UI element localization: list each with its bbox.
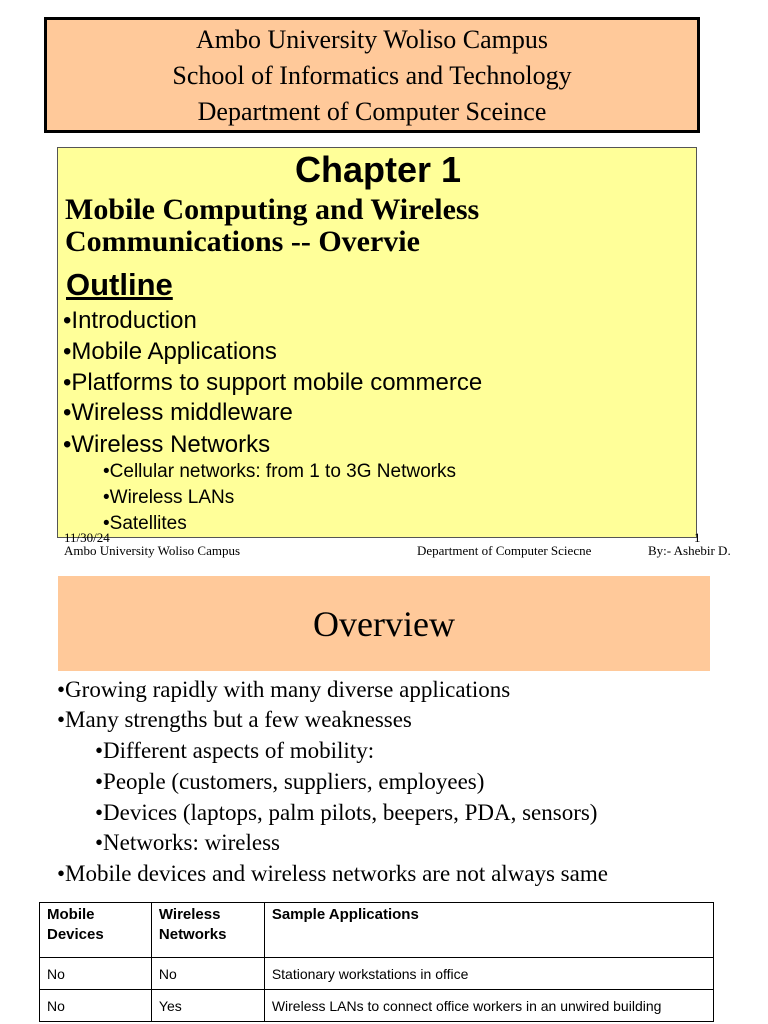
- table-cell: No: [151, 958, 264, 990]
- applications-table: [39, 902, 714, 1022]
- table-cell: Yes: [151, 990, 264, 1022]
- chapter-subtitle: Mobile Computing and Wireless Communications -- Overvie: [65, 193, 480, 258]
- table-cell: No: [40, 990, 152, 1022]
- table-header-cell: Mobile Devices: [40, 903, 152, 958]
- table-header-row: [40, 903, 714, 958]
- slide-page-number: 1: [694, 530, 701, 545]
- outline-subitem: •Cellular networks: from 1 to 3G Networks: [103, 461, 456, 482]
- footer-department: Department of Computer Sciecne: [417, 543, 592, 558]
- outline-item: •Wireless Networks: [63, 431, 271, 458]
- outline-item: •Wireless middleware: [63, 399, 293, 426]
- university-name: Ambo University Woliso Campus: [195, 25, 549, 54]
- table-row: [40, 958, 714, 990]
- slide-date: 11/30/24: [64, 530, 110, 545]
- outline-subitem: •Wireless LANs: [103, 487, 235, 508]
- overview-bullet: •Growing rapidly with many diverse applications: [57, 677, 511, 702]
- table-row: [40, 990, 714, 1022]
- overview-sub-bullet: •Devices (laptops, palm pilots, beepers, PDA, sensors): [95, 800, 598, 825]
- table-cell: No: [40, 958, 152, 990]
- outline-subitem: •Satellites: [103, 513, 187, 534]
- outline-item: •Platforms to support mobile commerce: [63, 369, 483, 396]
- outline-item: •Introduction: [63, 307, 197, 334]
- table-cell: Wireless LANs to connect office workers in an unwired building: [264, 990, 713, 1022]
- overview-sub-bullet: •Different aspects of mobility:: [95, 738, 375, 763]
- department-name: Department of Computer Sceince: [197, 97, 547, 126]
- chapter-outline-box: [57, 147, 697, 538]
- overview-sub-bullet: •Networks: wireless: [95, 830, 280, 855]
- overview-bullet: •Many strengths but a few weaknesses: [57, 707, 412, 732]
- table-header-cell: Wireless Networks: [151, 903, 264, 958]
- overview-title: Overview: [313, 604, 455, 644]
- chapter-title: Chapter 1: [294, 149, 462, 190]
- table-cell: Stationary workstations in office: [264, 958, 713, 990]
- outline-item: •Mobile Applications: [63, 338, 277, 365]
- school-name: School of Informatics and Technology: [172, 61, 572, 90]
- footer-author: By:- Ashebir D.: [648, 543, 731, 558]
- table-header-cell: Sample Applications: [264, 903, 713, 958]
- footer-university: Ambo University Woliso Campus: [64, 543, 241, 558]
- overview-sub-bullet: •People (customers, suppliers, employees): [95, 769, 485, 794]
- overview-bullet: •Mobile devices and wireless networks are not always same: [57, 861, 608, 886]
- outline-heading: Outline: [66, 267, 173, 302]
- university-header-box: [44, 17, 700, 133]
- overview-title-band: [58, 576, 710, 671]
